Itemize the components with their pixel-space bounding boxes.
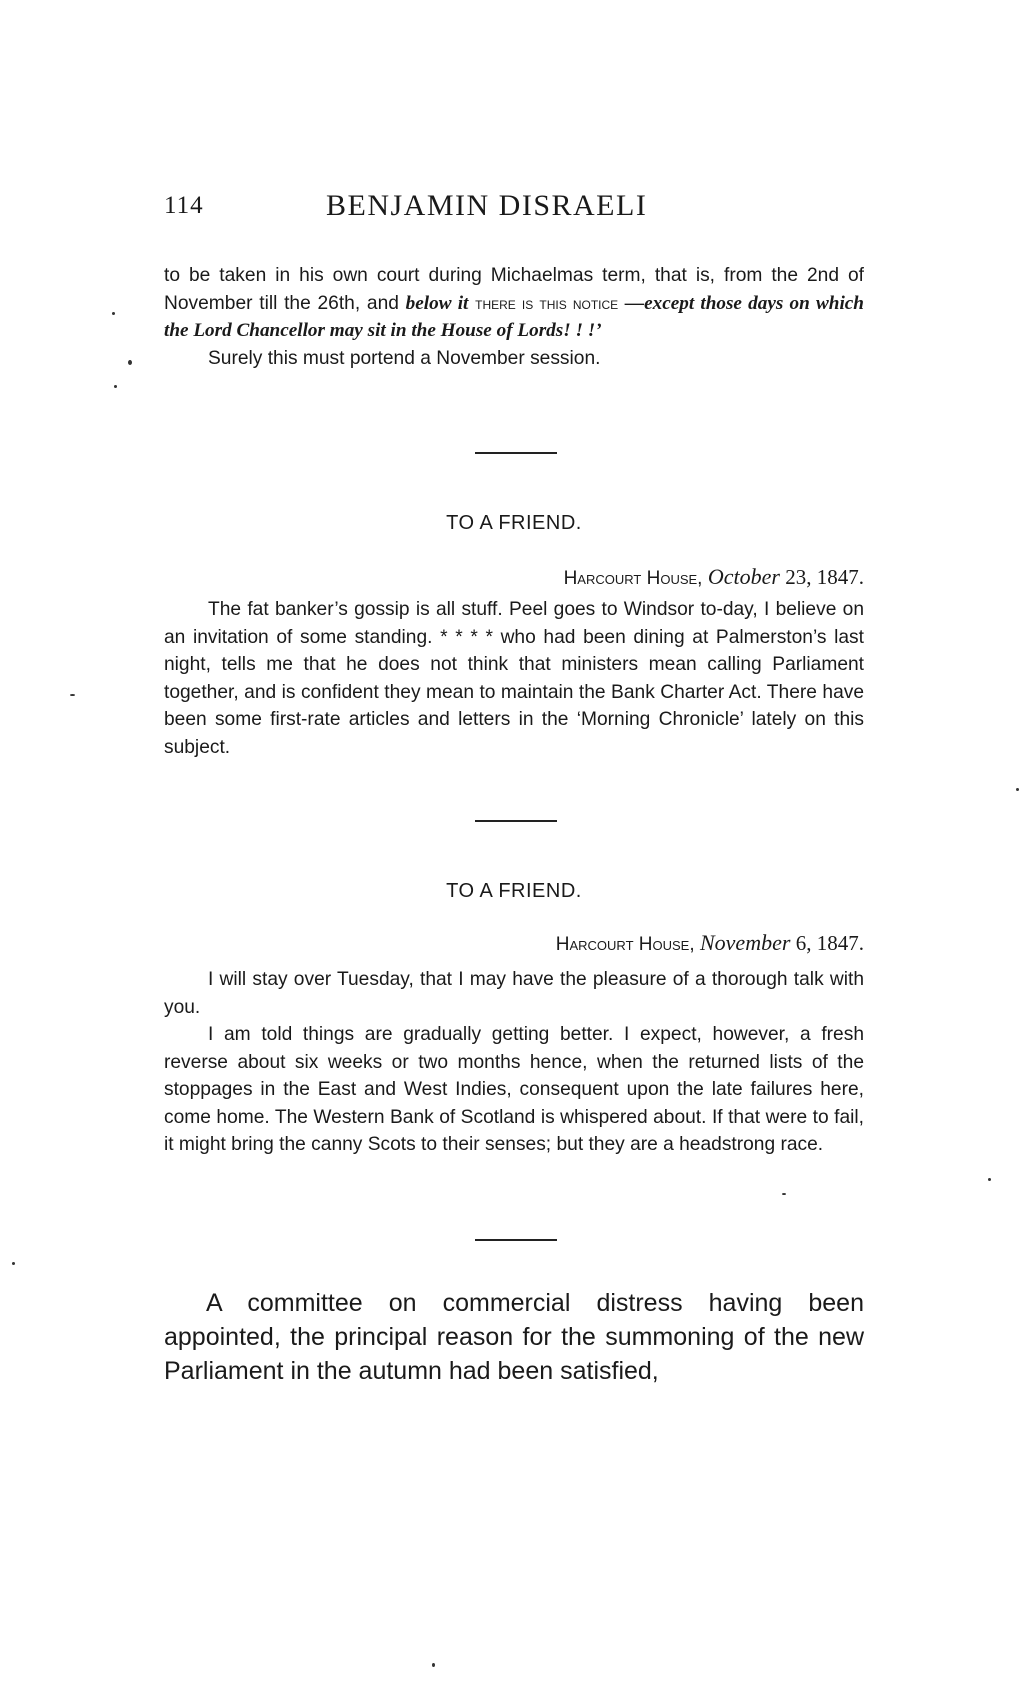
continuation-text: to be taken in his own court during Michaelmas term, that is, from the 2nd of November till the 26th, and: [164, 265, 864, 314]
letter-heading: TO A FRIEND.: [446, 880, 582, 902]
dateline-day-year: 23, 1847.: [785, 565, 864, 589]
scan-speck: [12, 1262, 15, 1265]
letter-dateline: [556, 930, 864, 956]
section-divider: [475, 820, 557, 822]
dateline-month: October: [707, 564, 780, 589]
scan-speck: [782, 1193, 786, 1195]
scan-speck: [1016, 788, 1019, 791]
dateline-place: Harcourt House,: [555, 934, 695, 955]
narrative-paragraph: A committee on commercial distress having been appointed, the principal reason for the summoning of the new Parliament in the autumn had been satisfied,: [164, 1289, 864, 1385]
italic-quote: —except those days on which the Lord Chancellor may sit in the House of Lords! ! !’: [164, 292, 864, 341]
section-divider: [475, 452, 557, 454]
dateline-place: Harcourt House,: [563, 568, 703, 589]
notice-phrase: there is this notice: [475, 293, 619, 313]
letter-paragraph: I am told things are gradually getting better. I expect, however, a fresh reverse about six weeks or two months hence, when the returned lists of the stoppages in the East and West Indies, consequent upon the late failures here, come home. The Western Bank of Scotland is whispered about. If that were to fail, it might bring the canny Scots to their senses; but they are a headstrong race.: [164, 1024, 864, 1155]
book-title: BENJAMIN DISRAELI: [326, 189, 648, 222]
dateline-day-year: 6, 1847.: [795, 931, 864, 955]
letter-heading: TO A FRIEND.: [446, 512, 582, 534]
scan-speck: [114, 385, 117, 388]
continuation-paragraph: [164, 262, 864, 345]
dateline-month: November: [699, 930, 791, 955]
letter-paragraph: The fat banker’s gossip is all stuff. Peel goes to Windsor to-day, I believe on an invitation of some standing. * * * * who had been dining at Palmerston’s last night, tells me that he does not think that ministers mean calling Parliament together, and is confident they mean to maintain the Bank Charter Act. There have been some first-rate articles and letters in the ‘Morning Chronicle’ lately on this subject.: [164, 599, 864, 758]
narrative-passage: [164, 1286, 864, 1388]
letter-body: [164, 596, 864, 761]
letter-body: [164, 966, 864, 1159]
scan-speck: [70, 694, 75, 696]
section-divider: [475, 1239, 557, 1241]
running-head: [164, 189, 884, 232]
letter-dateline: [564, 564, 864, 590]
below-it-phrase: below it: [405, 292, 469, 314]
closing-sentence: Surely this must portend a November session.: [208, 347, 601, 369]
scan-speck: [128, 360, 132, 365]
scan-speck: [988, 1178, 991, 1181]
scan-speck: [432, 1663, 435, 1667]
scan-speck: [112, 312, 115, 315]
continuation-passage: [164, 262, 864, 372]
page-number: 114: [164, 192, 204, 219]
letter-paragraph: I will stay over Tuesday, that I may have the pleasure of a thorough talk with you.: [164, 969, 864, 1018]
